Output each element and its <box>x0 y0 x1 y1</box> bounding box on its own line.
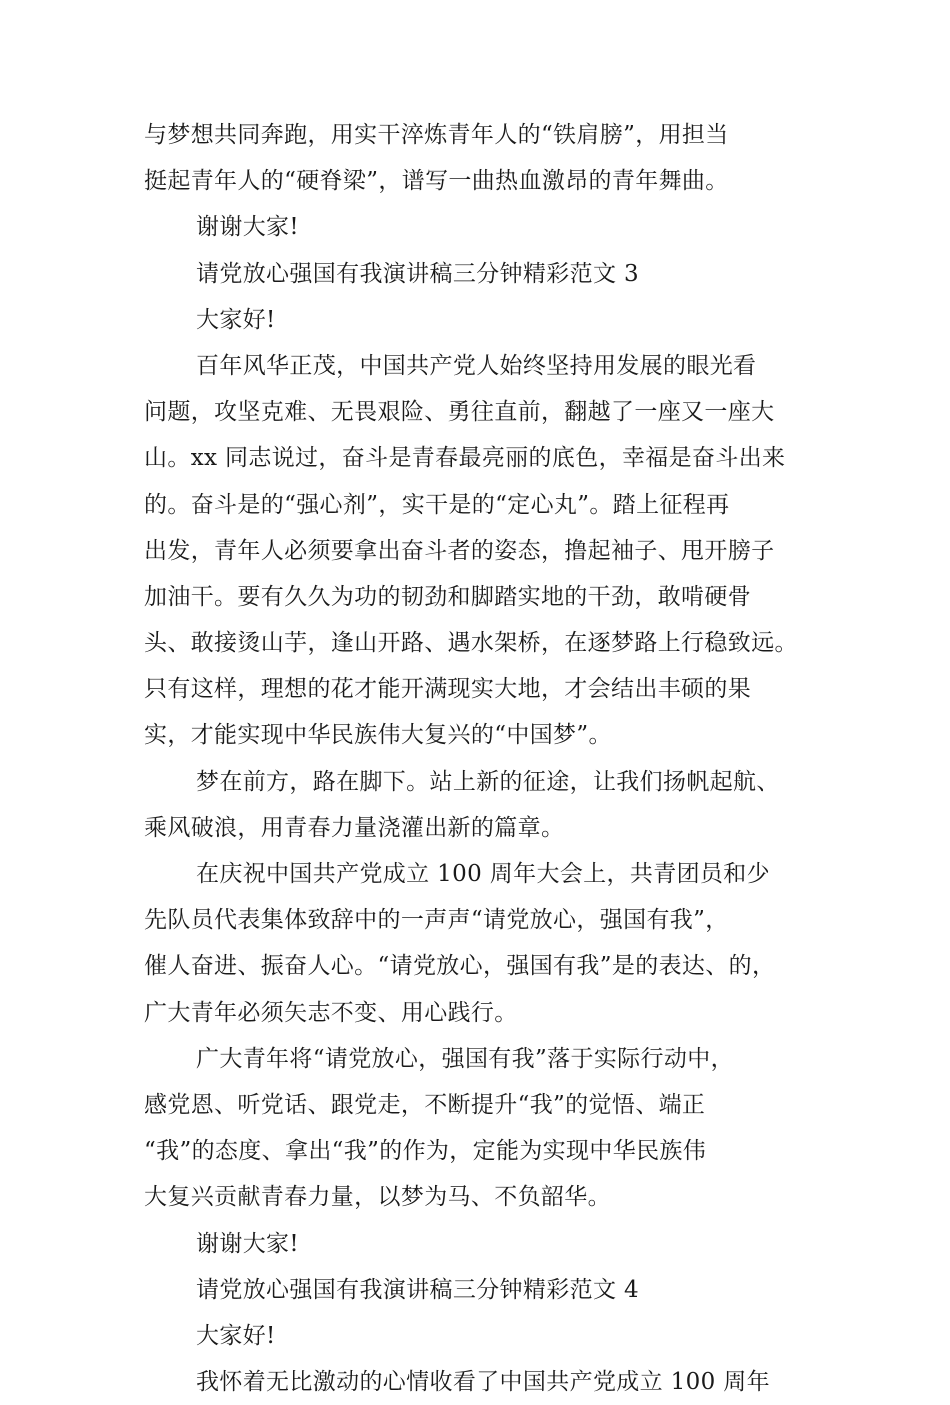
text-line: 请党放心强国有我演讲稿三分钟精彩范文 4 <box>196 1276 639 1303</box>
text-line: 头、敢接烫山芋，逢山开路、遇水架桥，在逐梦路上行稳致远。 <box>144 630 798 657</box>
text-line: 实，才能实现中华民族伟大复兴的“中国梦”。 <box>144 722 612 749</box>
text-line: 大复兴贡献青春力量，以梦为马、不负韶华。 <box>144 1184 611 1211</box>
text-line: 只有这样，理想的花才能开满现实大地，才会结出丰硕的果 <box>144 676 752 703</box>
text-line: 百年风华正茂，中国共产党人始终坚持用发展的眼光看 <box>196 352 757 379</box>
document-body <box>144 112 808 1405</box>
text-line: 山。xx 同志说过，奋斗是青春最亮丽的底色，幸福是奋斗出来 <box>144 445 786 472</box>
text-line: 催人奋进、振奋人心。“请党放心，强国有我”是的表达、的， <box>144 953 776 980</box>
text-line: 先队员代表集体致辞中的一声声“请党放心，强国有我”， <box>144 907 729 934</box>
text-line: “我”的态度、拿出“我”的作为，定能为实现中华民族伟 <box>144 1138 707 1165</box>
text-line: 大家好! <box>196 1322 276 1349</box>
text-line: 谢谢大家! <box>196 214 299 241</box>
text-line: 加油干。要有久久为功的韧劲和脚踏实地的干劲，敢啃硬骨 <box>144 583 752 610</box>
text-line: 在庆祝中国共产党成立 100 周年大会上，共青团员和少 <box>196 861 770 887</box>
text-line: 与梦想共同奔跑，用实干淬炼青年人的“铁肩膀”，用担当 <box>144 122 729 148</box>
text-line: 广大青年将“请党放心，强国有我”落于实际行动中， <box>196 1045 734 1072</box>
text-line: 感党恩、听党话、跟党走，不断提升“我”的觉悟、端正 <box>144 1091 706 1118</box>
text-line: 出发，青年人必须要拿出奋斗者的姿态，撸起袖子、甩开膀子 <box>144 537 775 564</box>
text-line: 谢谢大家! <box>196 1230 299 1257</box>
text-line: 大家好! <box>196 306 276 333</box>
text-line: 请党放心强国有我演讲稿三分钟精彩范文 3 <box>196 260 639 287</box>
text-line: 问题，攻坚克难、无畏艰险、勇往直前，翻越了一座又一座大 <box>144 399 775 426</box>
text-line: 我怀着无比激动的心情收看了中国共产党成立 100 周年 <box>196 1369 770 1396</box>
text-line: 的。奋斗是的“强心剂”，实干是的“定心丸”。踏上征程再 <box>144 491 730 518</box>
text-line: 广大青年必须矢志不变、用心践行。 <box>144 999 518 1026</box>
text-line: 梦在前方，路在脚下。站上新的征途，让我们扬帆起航、 <box>196 768 780 795</box>
text-line: 乘风破浪，用青春力量浇灌出新的篇章。 <box>144 814 565 841</box>
text-line: 挺起青年人的“硬脊梁”，谱写一曲热血激昂的青年舞曲。 <box>144 168 729 195</box>
